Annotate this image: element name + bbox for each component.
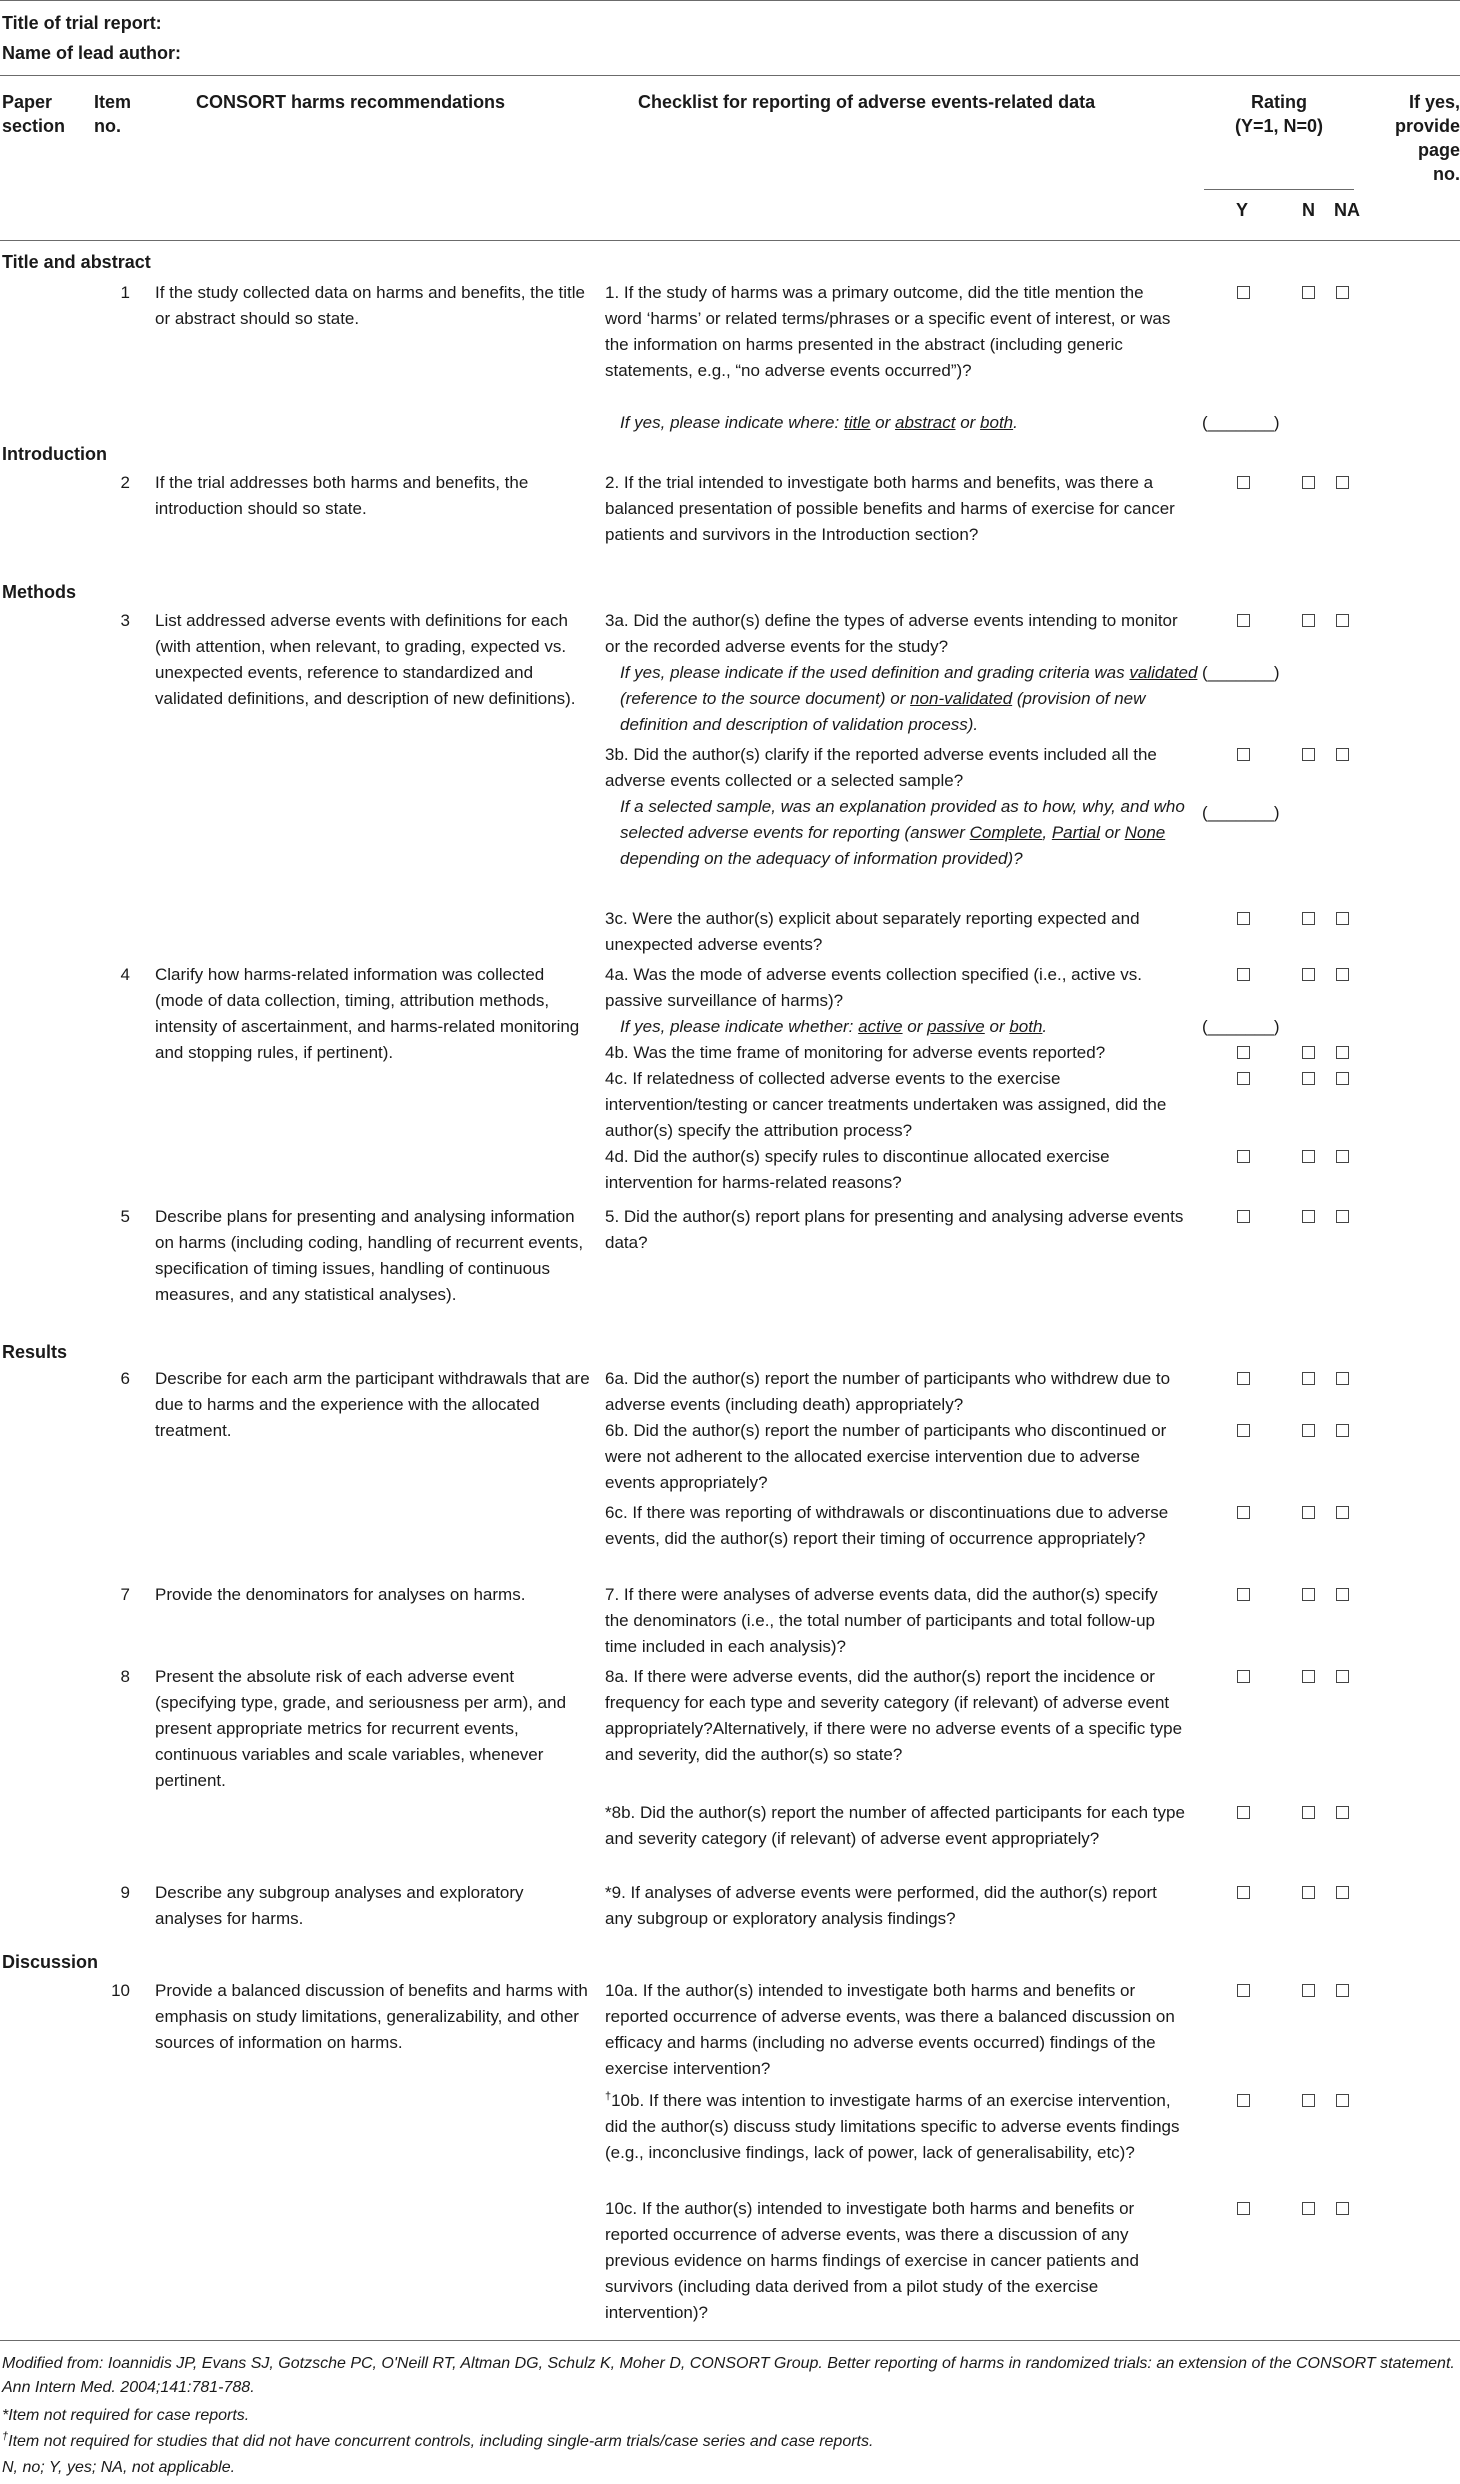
rating-checkbox-y[interactable] <box>1237 1072 1250 1085</box>
rating-checkbox-na[interactable] <box>1336 748 1349 761</box>
header-y: Y <box>1236 200 1249 220</box>
header-top-rule <box>0 75 1460 76</box>
rating-checkbox-na[interactable] <box>1336 1886 1349 1899</box>
rating-checkbox-y[interactable] <box>1237 476 1250 489</box>
section-methods: Methods <box>2 582 76 602</box>
checklist-text: 4a. Was the mode of adverse events collection specified (i.e., active vs. passive surveillance of harms)? <box>605 965 1143 1010</box>
footnote-source: Modified from: Ioannidis JP, Evans SJ, Gotzsche PC, O'Neill RT, Altman DG, Schulz K, Moher D, CONSORT Group. Better reporting of harms in randomized trials: an extension of the CONSORT statement. Ann Intern Med. 2004;141:781-788. <box>2 2355 1455 2396</box>
page-blank[interactable]: (_______) <box>1202 803 1280 822</box>
rating-checkbox-na[interactable] <box>1336 286 1349 299</box>
section-title-abstract: Title and abstract <box>2 252 151 272</box>
rating-checkbox-n[interactable] <box>1302 968 1315 981</box>
rating-checkbox-y[interactable] <box>1237 1886 1250 1899</box>
header-rating: Rating (Y=1, N=0) <box>1234 92 1324 136</box>
checklist-text: 3a. Did the author(s) define the types of adverse events intending to monitor or the recorded adverse events for the study? <box>605 611 1178 656</box>
recommendation-text: If the study collected data on harms and benefits, the title or abstract should so state. <box>155 283 585 328</box>
lead-author-label: Name of lead author: <box>2 43 182 63</box>
checklist-text: †10b. If there was intention to investigate harms of an exercise intervention, did the author(s) discuss study limitations specific to adverse events findings (e.g., inconclusive findings, lack of power, lack of generalisability, etc)? <box>605 2090 1180 2162</box>
header-bottom-rule <box>0 240 1460 241</box>
rating-checkbox-y[interactable] <box>1237 614 1250 627</box>
checklist-text: 4b. Was the time frame of monitoring for adverse events reported? <box>605 1043 1106 1062</box>
checklist-text: 5. Did the author(s) report plans for presenting and analysing adverse events data? <box>605 1207 1184 1252</box>
rating-checkbox-n[interactable] <box>1302 1424 1315 1437</box>
checklist-text: *8b. Did the author(s) report the number of affected participants for each type and severity category (if relevant) of adverse event appropriately? <box>605 1803 1185 1848</box>
recommendation-text: Clarify how harms-related information was collected (mode of data collection, timing, attribution methods, intensity of ascertainment, and harms-related monitoring and stopping rules, if pertinent). <box>155 965 580 1062</box>
rating-checkbox-n[interactable] <box>1302 2202 1315 2215</box>
header-page-no: If yes, provide page no. <box>1394 92 1460 184</box>
item-number: 1 <box>120 283 130 302</box>
rating-checkbox-n[interactable] <box>1302 1372 1315 1385</box>
recommendation-text: Provide the denominators for analyses on harms. <box>155 1585 526 1604</box>
checklist-text: 4c. If relatedness of collected adverse events to the exercise intervention/testing or cancer treatments undertaken was assigned, did the author(s) specify the attribution process? <box>605 1069 1167 1140</box>
section-results: Results <box>2 1342 68 1362</box>
item-number: 8 <box>120 1667 130 1686</box>
rating-checkbox-n[interactable] <box>1302 614 1315 627</box>
rating-checkbox-y[interactable] <box>1237 1150 1250 1163</box>
section-discussion: Discussion <box>2 1952 99 1972</box>
item-number: 4 <box>120 965 130 984</box>
header-item-no: Item no. <box>94 92 132 136</box>
rating-checkbox-n[interactable] <box>1302 1806 1315 1819</box>
rating-checkbox-n[interactable] <box>1302 1886 1315 1899</box>
rating-checkbox-y[interactable] <box>1237 748 1250 761</box>
section-introduction: Introduction <box>2 444 107 464</box>
item-number: 9 <box>120 1883 130 1902</box>
rating-checkbox-na[interactable] <box>1336 912 1349 925</box>
rating-divider <box>1204 189 1354 190</box>
page-blank[interactable]: (_______) <box>1202 1017 1280 1036</box>
rating-checkbox-na[interactable] <box>1336 2202 1349 2215</box>
rating-checkbox-y[interactable] <box>1237 1984 1250 1997</box>
checklist-text: 7. If there were analyses of adverse events data, did the author(s) specify the denominators (i.e., the total number of participants and total follow-up time included in each analysis)? <box>605 1585 1158 1656</box>
rating-checkbox-na[interactable] <box>1336 1072 1349 1085</box>
rating-checkbox-na[interactable] <box>1336 1984 1349 1997</box>
rating-checkbox-n[interactable] <box>1302 1046 1315 1059</box>
header-n: N <box>1302 200 1315 220</box>
item-number: 6 <box>120 1369 130 1388</box>
recommendation-text: Present the absolute risk of each adverse event (specifying type, grade, and seriousness per arm), and present appropriate metrics for recurrent events, continuous variables and scale variables, whenever pertinent. <box>155 1667 567 1790</box>
recommendation-text: List addressed adverse events with definitions for each (with attention, when relevant, to grading, expected vs. unexpected events, reference to standardized and validated definitions, and description of new definitions). <box>155 611 576 708</box>
rating-checkbox-na[interactable] <box>1336 2094 1349 2107</box>
rating-checkbox-y[interactable] <box>1237 1372 1250 1385</box>
rating-checkbox-y[interactable] <box>1237 912 1250 925</box>
item-number: 7 <box>120 1585 130 1604</box>
rating-checkbox-na[interactable] <box>1336 1372 1349 1385</box>
rating-checkbox-n[interactable] <box>1302 1072 1315 1085</box>
checklist-text: 6c. If there was reporting of withdrawals or discontinuations due to adverse events, did the author(s) report their timing of occurrence appropriately? <box>605 1503 1169 1548</box>
checklist-text: 1. If the study of harms was a primary outcome, did the title mention the word ‘harms’ or related terms/phrases or a specific event of interest, or was the information on harms presented in the abstract (including generic statements, e.g., “no adverse events occurred”)? <box>605 283 1171 380</box>
rating-checkbox-na[interactable] <box>1336 1670 1349 1683</box>
item-number: 3 <box>120 611 130 630</box>
rating-checkbox-y[interactable] <box>1237 968 1250 981</box>
recommendation-text: Describe any subgroup analyses and exploratory analyses for harms. <box>155 1883 524 1928</box>
rating-checkbox-y[interactable] <box>1237 286 1250 299</box>
checklist-text: 6a. Did the author(s) report the number of participants who withdrew due to adverse events (including death) appropriately? <box>605 1369 1171 1414</box>
rating-checkbox-y[interactable] <box>1237 1670 1250 1683</box>
item-number: 2 <box>120 473 130 492</box>
checklist-note: If yes, please indicate where: title or abstract or both. <box>620 413 1018 432</box>
rating-checkbox-y[interactable] <box>1237 2094 1250 2107</box>
rating-checkbox-n[interactable] <box>1302 912 1315 925</box>
rating-checkbox-n[interactable] <box>1302 2094 1315 2107</box>
checklist-text: 10a. If the author(s) intended to investigate both harms and benefits or reported occurrence of adverse events, was there a balanced discussion on efficacy and harms (including no adverse events occurred) findings of the exercise intervention? <box>605 1981 1175 2078</box>
rating-checkbox-y[interactable] <box>1237 1506 1250 1519</box>
rating-checkbox-na[interactable] <box>1336 1806 1349 1819</box>
rating-checkbox-na[interactable] <box>1336 1210 1349 1223</box>
rating-checkbox-n[interactable] <box>1302 1150 1315 1163</box>
table-bottom-rule <box>0 2340 1460 2341</box>
checklist-note: If yes, please indicate whether: active or passive or both. <box>620 1017 1048 1036</box>
trial-title-label: Title of trial report: <box>2 13 162 33</box>
rating-checkbox-y[interactable] <box>1237 1210 1250 1223</box>
rating-checkbox-na[interactable] <box>1336 1506 1349 1519</box>
checklist-text: 3b. Did the author(s) clarify if the reported adverse events included all the adverse events collected or a selected sample? <box>605 745 1157 790</box>
header-na: NA <box>1334 200 1360 220</box>
checklist-text: 4d. Did the author(s) specify rules to discontinue allocated exercise intervention for harms-related reasons? <box>605 1147 1110 1192</box>
rating-checkbox-y[interactable] <box>1237 1046 1250 1059</box>
recommendation-text: Describe for each arm the participant withdrawals that are due to harms and the experience with the allocated treatment. <box>155 1369 590 1440</box>
recommendation-text: If the trial addresses both harms and benefits, the introduction should so state. <box>155 473 529 518</box>
rating-checkbox-na[interactable] <box>1336 1424 1349 1437</box>
rating-checkbox-y[interactable] <box>1237 2202 1250 2215</box>
rating-checkbox-na[interactable] <box>1336 1588 1349 1601</box>
checklist-text: 8a. If there were adverse events, did the author(s) report the incidence or frequency for each type and severity category (if relevant) of adverse event appropriately?Alternatively, if there were no adverse events of a specific type and severity, did the author(s) so state? <box>605 1667 1183 1764</box>
recommendation-text: Provide a balanced discussion of benefits and harms with emphasis on study limitations, generalizability, and other sources of information on harms. <box>155 1981 588 2052</box>
page-blank[interactable]: (_______) <box>1202 413 1280 432</box>
checklist-note: If a selected sample, was an explanation provided as to how, why, and who selected adverse events for reporting (answer Complete, Partial or None depending on the adequacy of information provided)? <box>620 797 1185 868</box>
header-paper-section: Paper section <box>2 92 66 136</box>
rating-checkbox-y[interactable] <box>1237 1806 1250 1819</box>
rating-checkbox-y[interactable] <box>1237 1588 1250 1601</box>
rating-checkbox-n[interactable] <box>1302 1984 1315 1997</box>
checklist-text: 6b. Did the author(s) report the number of participants who discontinued or were not adherent to the allocated exercise intervention due to adverse events appropriately? <box>605 1421 1167 1492</box>
checklist-text: 2. If the trial intended to investigate both harms and benefits, was there a balanced presentation of possible benefits and harms of exercise for cancer patients and survivors in the Introduction section? <box>605 473 1175 544</box>
rating-checkbox-na[interactable] <box>1336 476 1349 489</box>
top-rule <box>0 0 1460 1</box>
checklist-text: 10c. If the author(s) intended to investigate both harms and benefits or reported occurrence of adverse events, was there a discussion of any previous evidence on harms findings of exercise in cancer patients and survivors (including data derived from a pilot study of the exercise intervention)? <box>605 2199 1139 2322</box>
rating-checkbox-n[interactable] <box>1302 286 1315 299</box>
page-blank[interactable]: (_______) <box>1202 663 1280 682</box>
footnote-dagger: †Item not required for studies that did not have concurrent controls, including single-arm trials/case series and case reports. <box>2 2430 874 2450</box>
footnote-star: *Item not required for case reports. <box>2 2407 250 2424</box>
item-number: 10 <box>111 1981 130 2000</box>
footnote-abbrev: N, no; Y, yes; NA, not applicable. <box>2 2459 236 2476</box>
rating-checkbox-n[interactable] <box>1302 1588 1315 1601</box>
checklist-text: 3c. Were the author(s) explicit about separately reporting expected and unexpected adverse events? <box>605 909 1140 954</box>
header-recommendations: CONSORT harms recommendations <box>196 92 506 112</box>
checklist-text: *9. If analyses of adverse events were performed, did the author(s) report any subgroup or exploratory analysis findings? <box>605 1883 1157 1928</box>
rating-checkbox-na[interactable] <box>1336 614 1349 627</box>
rating-checkbox-n[interactable] <box>1302 748 1315 761</box>
rating-checkbox-y[interactable] <box>1237 1424 1250 1437</box>
rating-checkbox-n[interactable] <box>1302 1210 1315 1223</box>
rating-checkbox-na[interactable] <box>1336 1046 1349 1059</box>
rating-checkbox-na[interactable] <box>1336 968 1349 981</box>
header-checklist: Checklist for reporting of adverse events-related data <box>638 92 1096 112</box>
rating-checkbox-n[interactable] <box>1302 476 1315 489</box>
recommendation-text: Describe plans for presenting and analysing information on harms (including coding, handling of recurrent events, specification of timing issues, handling of continuous measures, and any statistical analyses). <box>155 1207 584 1304</box>
checklist-note: If yes, please indicate if the used definition and grading criteria was validated (reference to the source document) or non-validated (provision of new definition and description of validation process). <box>620 663 1198 734</box>
rating-checkbox-n[interactable] <box>1302 1670 1315 1683</box>
rating-checkbox-na[interactable] <box>1336 1150 1349 1163</box>
rating-checkbox-n[interactable] <box>1302 1506 1315 1519</box>
item-number: 5 <box>120 1207 130 1226</box>
